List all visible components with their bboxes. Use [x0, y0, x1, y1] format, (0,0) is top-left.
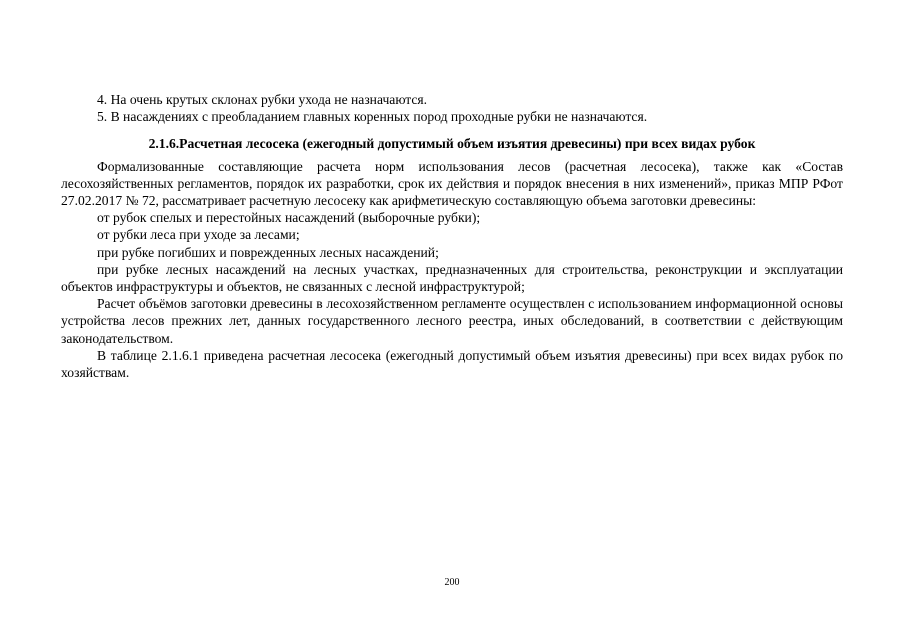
paragraph: Формализованные составляющие расчета норм использования лесов (расчетная лесосека), также как «Состав лесохозяйственных регламентов, порядок их разработки, срок их действия и порядок внесения в них изменений», приказ МПР РФот 27.02.2017 № 72, рассматривает расчетную лесосеку как арифметическую составляющую объема заготовки древесины:: [61, 158, 843, 209]
page-number: 200: [444, 577, 460, 588]
section-heading: 2.1.6.Расчетная лесосека (ежегодный допустимый объем изъятия древесины) при всех видах рубок: [148, 136, 756, 152]
paragraph: Расчет объёмов заготовки древесины в лесохозяйственном регламенте осуществлен с использованием информационной основы устройства лесов прежних лет, данных государственного лесного реестра, иных обследований, в соответствии с действующим законодательством.: [61, 296, 843, 346]
list-item: 4. На очень крутых склонах рубки ухода не назначаются.: [97, 92, 428, 107]
paragraph: при рубке погибших и поврежденных лесных насаждений;: [97, 244, 439, 260]
paragraph: от рубок спелых и перестойных насаждений (выборочные рубки);: [97, 210, 481, 226]
paragraph: при рубке лесных насаждений на лесных участках, предназначенных для строительства, реконструкции и эксплуатации объектов инфраструктуры и объектов, не связанных с лесной инфраструктурой;: [61, 261, 843, 295]
paragraph: В таблице 2.1.6.1 приведена расчетная лесосека (ежегодный допустимый объем изъятия древесины) при всех видах рубок по хозяйствам.: [61, 347, 843, 381]
paragraph: от рубки леса при уходе за лесами;: [97, 227, 300, 243]
list-item: 5. В насаждениях с преобладанием главных коренных пород проходные рубки не назначаются.: [97, 109, 648, 125]
document-body: [61, 91, 843, 381]
